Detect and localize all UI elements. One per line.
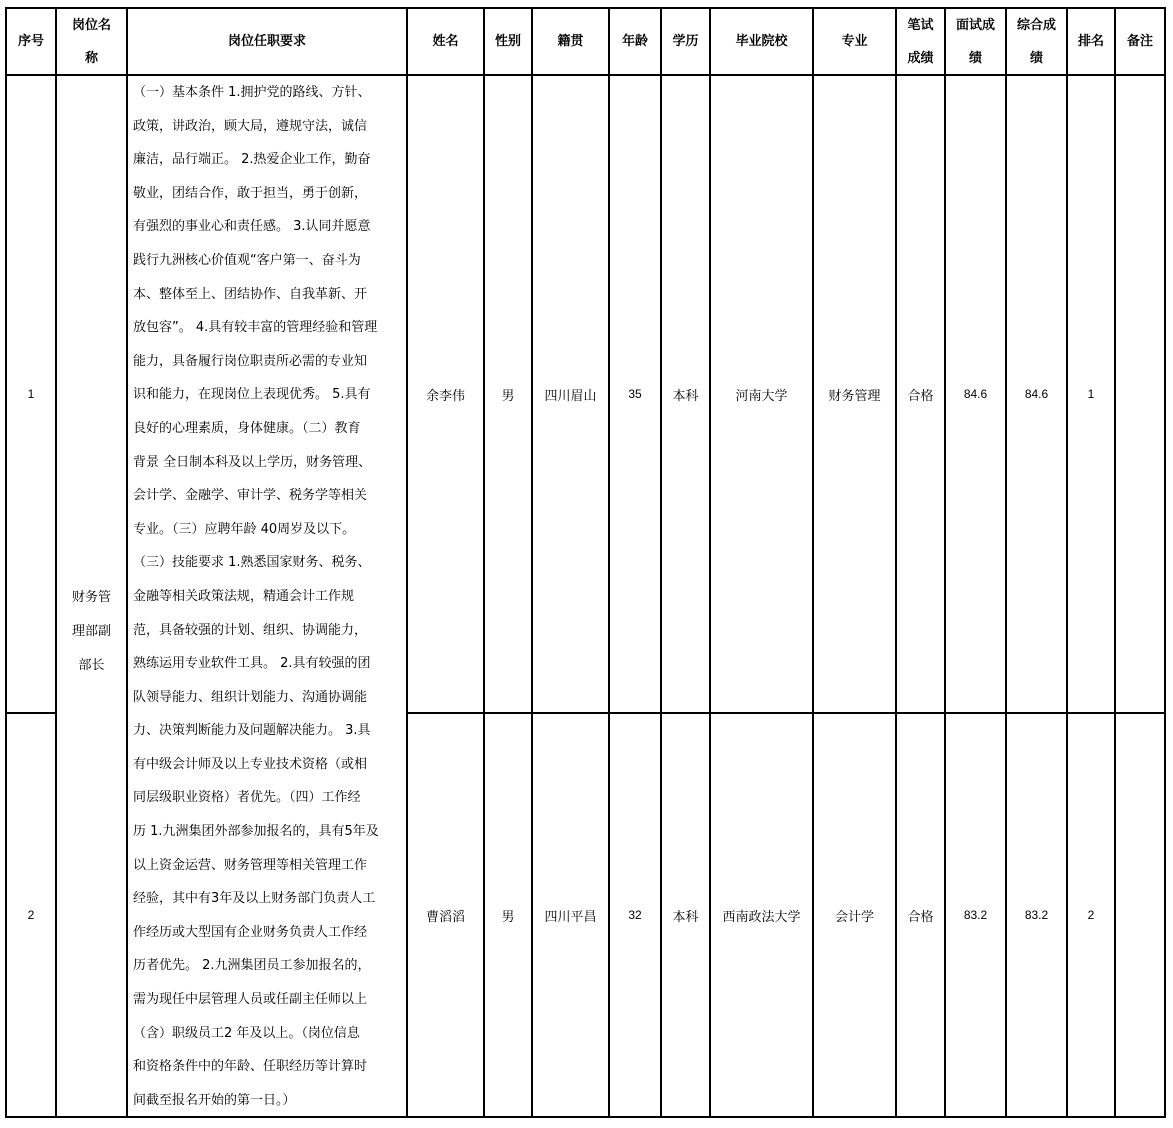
requirements-line: 放包容”。 4.具有较丰富的管理经验和管理 xyxy=(133,320,378,336)
requirements-line: 作经历或大型国有企业财务负责人工作经 xyxy=(133,924,368,940)
requirements-line: 历 1.九洲集团外部参加报名的，具有5年及 xyxy=(133,824,379,840)
requirements-line: 本、整体至上、团结协作、自我革新、开 xyxy=(133,286,368,302)
row2-written xyxy=(897,714,944,1116)
requirements-line: 专业。（三）应聘年龄 40周岁及以下。 xyxy=(133,521,356,537)
requirements-line: 历者优先。 2.九洲集团员工参加报名的， xyxy=(133,958,371,974)
total-value: 84.6 xyxy=(1024,387,1049,401)
requirements-cell xyxy=(133,76,403,1117)
row1-seq xyxy=(7,76,55,712)
row1-written xyxy=(897,76,944,712)
requirements-line: 熟练运用专业软件工具。 2.具有较强的团 xyxy=(133,656,371,672)
row1-gender xyxy=(485,76,531,712)
row1-school xyxy=(711,76,812,712)
requirements-line: 有强烈的事业心和责任感。 3.认同并愿意 xyxy=(133,219,371,235)
row1-origin xyxy=(533,76,608,712)
position-cell xyxy=(57,76,126,1116)
header-gender xyxy=(485,9,531,74)
requirements-line: 背景 全日制本科及以上学历，财务管理、 xyxy=(133,454,372,470)
header-total xyxy=(1007,9,1066,74)
header-name xyxy=(408,9,483,74)
requirements-line: 良好的心理素质，身体健康。（二）教育 xyxy=(133,420,361,436)
row1-age xyxy=(610,76,660,712)
requirements-line: 敬业，团结合作，敢于担当，勇于创新， xyxy=(133,185,368,201)
requirements-line: 识和能力，在现岗位上表现优秀。 5.具有 xyxy=(133,387,371,403)
col-line xyxy=(1164,7,1166,1118)
col-line xyxy=(126,7,128,1118)
row2-remarks xyxy=(1116,714,1164,1116)
requirements-line: 力、决策判断能力及问题解决能力。 3.具 xyxy=(133,723,371,739)
header-interview xyxy=(946,9,1005,74)
header-total-line1: 综合成 xyxy=(1016,17,1056,33)
row1-interview xyxy=(946,76,1005,712)
requirements-line: 队领导能力、组织计划能力、沟通协调能 xyxy=(133,689,368,705)
seq-value: 2 xyxy=(27,908,35,922)
header-interview-line1: 面试成 xyxy=(955,17,995,33)
origin-value: 四川眉山 xyxy=(544,388,597,404)
row1-name xyxy=(408,76,483,712)
header-seq xyxy=(7,9,55,74)
header-requirements-label: 岗位任职要求 xyxy=(227,34,306,49)
header-written xyxy=(897,9,944,74)
education-value: 本科 xyxy=(672,909,699,925)
school-value: 河南大学 xyxy=(735,388,788,404)
row2-name xyxy=(408,714,483,1116)
header-total-line2: 绩 xyxy=(1029,50,1043,66)
requirements-line: 廉洁，品行端正。 2.热爱企业工作，勤奋 xyxy=(133,152,371,168)
requirements-line: 经验，其中有3年及以上财务部门负责人工 xyxy=(133,891,376,907)
header-remarks-label: 备注 xyxy=(1126,34,1153,49)
origin-value: 四川平昌 xyxy=(544,909,597,925)
requirements-line: （一）基本条件 1.拥护党的路线、方针、 xyxy=(133,85,371,100)
requirements-line: 践行九洲核心价值观“客户第一、奋斗为 xyxy=(133,252,361,268)
row1-total xyxy=(1007,76,1066,712)
row2-school xyxy=(711,714,812,1116)
header-written-line1: 笔试 xyxy=(907,17,934,33)
header-education xyxy=(662,9,709,74)
position-line: 财务管 xyxy=(71,590,111,605)
header-requirements xyxy=(128,9,406,74)
header-school xyxy=(711,9,812,74)
gender-value: 男 xyxy=(501,909,515,925)
header-age-label: 年龄 xyxy=(621,34,648,49)
row1-remarks xyxy=(1116,76,1164,712)
education-value: 本科 xyxy=(672,388,699,404)
header-remarks xyxy=(1116,9,1164,74)
row2-total xyxy=(1007,714,1066,1116)
header-major xyxy=(814,9,895,74)
header-age xyxy=(610,9,660,74)
requirements-line: 能力，具备履行岗位职责所必需的专业知 xyxy=(133,353,368,369)
header-origin xyxy=(533,9,608,74)
requirements-line: 间截至报名开始的第一日。） xyxy=(133,1092,296,1108)
header-position-line2: 称 xyxy=(84,50,98,66)
requirements-line: 会计学、金融学、审计学、税务学等相关 xyxy=(133,488,368,504)
row2-gender xyxy=(485,714,531,1116)
row2-interview xyxy=(946,714,1005,1116)
interview-value: 84.6 xyxy=(963,387,988,401)
requirements-line: （含）职级员工2 年及以上。（岗位信息 xyxy=(133,1025,360,1041)
header-written-line2: 成绩 xyxy=(907,50,934,66)
row1-major xyxy=(814,76,895,712)
row2-seq xyxy=(7,714,55,1116)
header-position-line1: 岗位名 xyxy=(71,17,111,33)
row2-age xyxy=(610,714,660,1116)
row2-rank xyxy=(1068,714,1114,1116)
requirements-line: 需为现任中层管理人员或任副主任师以上 xyxy=(133,992,368,1008)
gender-value: 男 xyxy=(501,388,515,404)
seq-value: 1 xyxy=(27,387,35,401)
requirements-line: 有中级会计师及以上专业技术资格（或相 xyxy=(133,756,368,772)
header-seq-label: 序号 xyxy=(17,34,44,49)
header-position xyxy=(57,9,126,74)
row2-education xyxy=(662,714,709,1116)
requirements-line: 范，具备较强的计划、组织、协调能力， xyxy=(133,622,368,638)
school-value: 西南政法大学 xyxy=(722,909,801,925)
position-line: 理部副 xyxy=(71,624,111,639)
written-value: 合格 xyxy=(907,388,934,404)
header-name-label: 姓名 xyxy=(432,34,459,49)
name-value: 曹滔滔 xyxy=(425,909,465,925)
header-origin-label: 籍贯 xyxy=(557,34,584,49)
age-value: 35 xyxy=(628,387,642,401)
interview-value: 83.2 xyxy=(963,908,988,922)
requirements-line: （三）技能要求 1.熟悉国家财务、税务、 xyxy=(133,555,371,571)
header-education-label: 学历 xyxy=(672,34,699,49)
age-value: 32 xyxy=(628,908,642,922)
row2-origin xyxy=(533,714,608,1116)
major-value: 财务管理 xyxy=(828,388,881,404)
name-value: 余李伟 xyxy=(425,388,465,404)
rank-value: 1 xyxy=(1087,387,1095,401)
requirements-line: 同层级职业资格）者优先。（四）工作经 xyxy=(133,790,361,806)
total-value: 83.2 xyxy=(1024,908,1049,922)
header-gender-label: 性别 xyxy=(494,34,521,49)
position-line: 部长 xyxy=(78,658,105,673)
header-rank xyxy=(1068,9,1114,74)
header-rank-label: 排名 xyxy=(1077,34,1104,49)
major-value: 会计学 xyxy=(834,909,874,925)
requirements-line: 以上资金运营、财务管理等相关管理工作 xyxy=(133,857,368,873)
row1-rank xyxy=(1068,76,1114,712)
requirements-line: 金融等相关政策法规，精通会计工作规 xyxy=(133,588,355,604)
header-major-label: 专业 xyxy=(841,34,868,49)
header-interview-line2: 绩 xyxy=(968,50,982,66)
header-school-label: 毕业院校 xyxy=(735,34,788,49)
requirements-line: 政策，讲政治，顾大局，遵规守法，诚信 xyxy=(133,118,368,134)
rank-value: 2 xyxy=(1087,908,1095,922)
row2-major xyxy=(814,714,895,1116)
written-value: 合格 xyxy=(907,909,934,925)
requirements-line: 和资格条件中的年龄、任职经历等计算时 xyxy=(133,1059,368,1075)
row1-education xyxy=(662,76,709,712)
